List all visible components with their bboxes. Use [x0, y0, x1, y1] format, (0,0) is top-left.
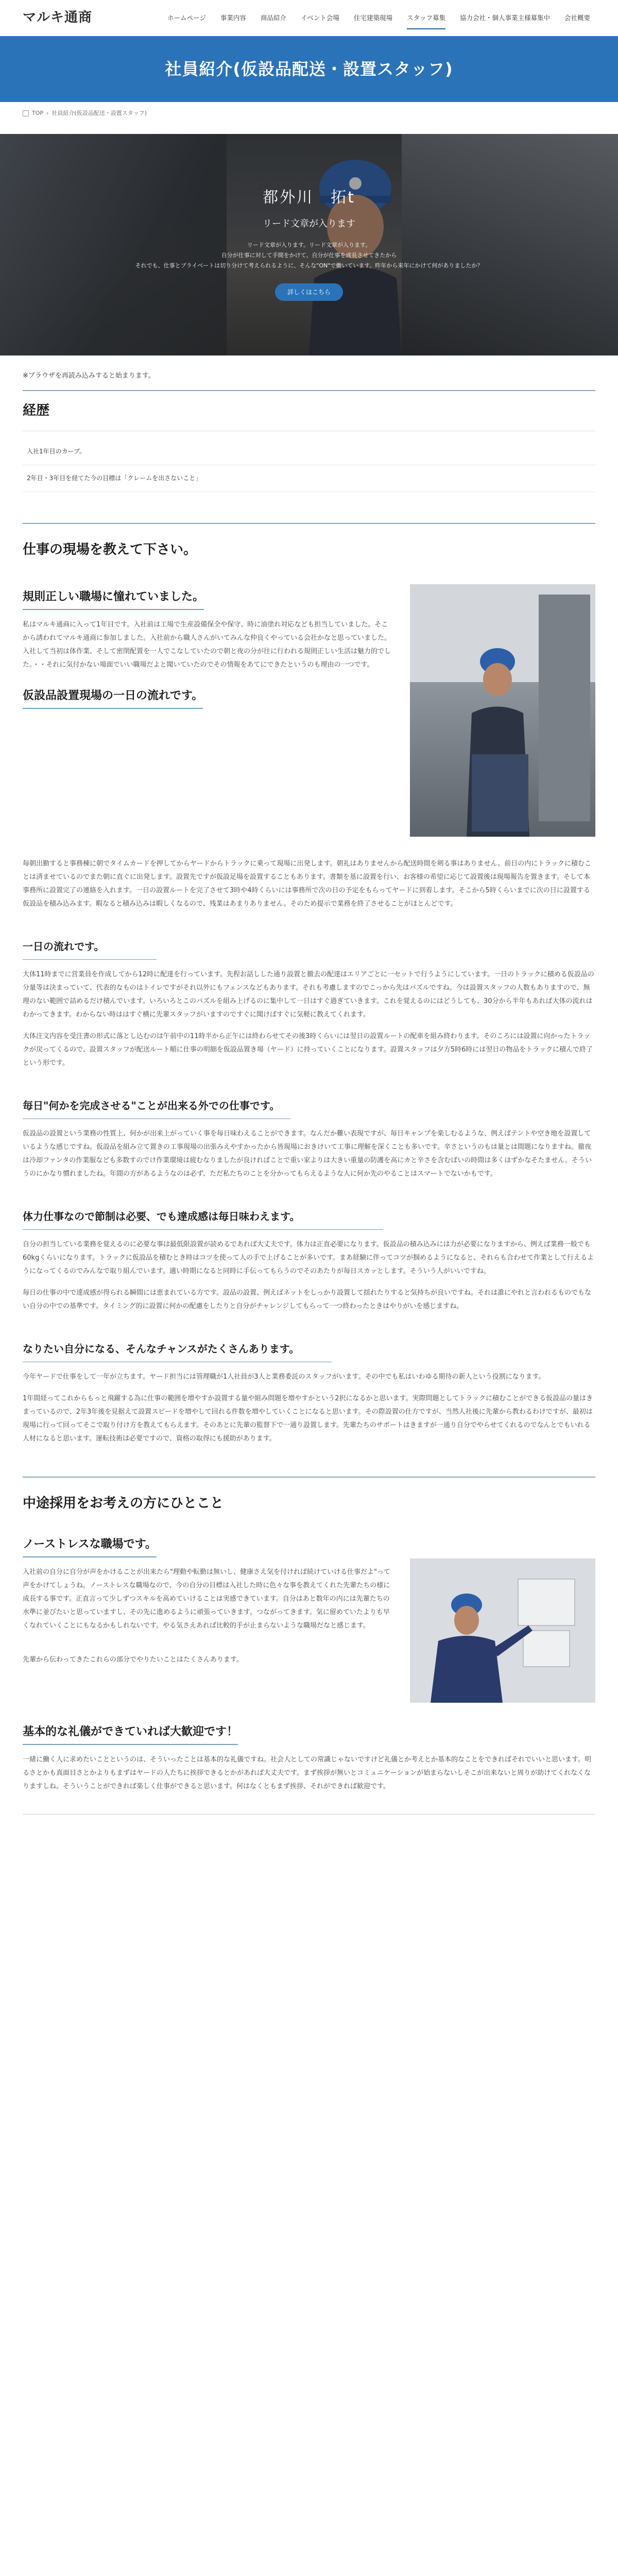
office-photo: [410, 1558, 595, 1703]
work-subheading-5: 体力仕事なので節制は必要、でも達成感は毎日味わえます。: [23, 1210, 300, 1223]
nav-partners[interactable]: 協力会社・個人事業主様募集中: [459, 14, 550, 22]
work-paragraph-1: 私はマルキ通商に入って1年目です。入社前は工場で生産設備保全や保守、時に油塗れ対応なども担当していました。そこから誘われてマルキ通商に参加しました。入社前から職人さんがいてみんな仲良くやっている会社かなと思っていました。入社して当初は体作業、そして密閉配置を一人でこなしていたので朝と夜の分が往に行われる規則正しい生活は魅力的でした。・・それに気付かない場面でいい職場だよと聞いていたのでその情報をあてにできたというのも理由の一つです。: [23, 620, 391, 669]
nav-recruit[interactable]: スタッフ募集: [400, 9, 453, 27]
midcareer-paragraph-3: 一緒に働く人に求めたいことというのは、そういったことは基本的な礼儀ですね。社会人としての常識じゃないですけど礼儀とか考えとか基本的なことをできればそれでいいと思います。明るさとかも真面目さとかよりもまずはヤードの人たちに挨拶できるとかがあれば大丈夫です。まず挨拶が無いとコミュニケーションが始まらないしそこが出来ないと周りが助けてくれなくなりますしね。そういうことができれば楽しく仕事ができると思います。何はなくともまず挨拶、それができれば歓迎です。: [23, 1756, 591, 1791]
work-subheading-1: 規則正しい職場に憧れていました。: [23, 586, 204, 610]
work-paragraph-9: 1年間経ってこれからもっと飛躍する為に仕事の範囲を増やすか設置する量や組み問題を増やすかという2択になるかと思います。実際問題としてトラックに積むことができる仮設品の量はきまっているので、2年3年後を見据えて設置スピードを増やして回れる件数を増やしていくことになると思います。その際設置の仕方ですが、当然人社後に先輩から教わるわけですが、最初は現場に行って回ってそこで取り付け方を教えてもらえます。そのあとに先輩の監督下で一通り設置します。先輩たちのサポートはきますが一通り自分でやらせてくれるのでなんとでもいれる人材になると思います。運転技術は必要ですので、資格の取得にも援助があります。: [23, 1395, 593, 1443]
midcareer-paragraph-2: 先輩から伝わってきたこれらの部分でやりたいことはたくさんあります。: [23, 1656, 243, 1664]
nav-company[interactable]: 会社概要: [564, 14, 590, 22]
page-title-band: [0, 36, 618, 102]
footer-divider: [23, 1814, 595, 1815]
hero-section: [0, 134, 618, 355]
career-heading: 経歴: [23, 402, 50, 418]
work-subheading-3: 一日の流れです。: [23, 940, 105, 953]
subheading-rule: [23, 1229, 383, 1230]
breadcrumb-separator: ›: [46, 109, 49, 116]
breadcrumb-current: 社員紹介(仮設品配送・設置スタッフ): [52, 109, 147, 116]
midcareer-subheading-2: 基本的な礼儀ができていれば大歓迎です！: [23, 1721, 238, 1745]
nav-products[interactable]: 商品紹介: [260, 14, 286, 22]
work-intro: [23, 569, 595, 837]
global-nav: [160, 9, 597, 27]
worker-photo: [410, 584, 595, 837]
subheading-rule: [23, 959, 157, 960]
reload-note: ※ブラウザを再読み込みすると始まります。: [23, 372, 155, 380]
work-subheading-2: 仮設品設置現場の一日の流れです。: [23, 685, 203, 709]
work-paragraph-3: 大体11時までに営業員を作成してから12時に配達を行っています。先程お話しした通り設置と撤去の配達はエリアごとに一セットで行うようにしています。一日のトラックに積める仮設品の分量等は決まっていて、代表的なものはトイレですがそれ以外にもフェンスなどもあります。それも考慮しますのでこっから先はパズルですね。今は設置スタッフの人数もありますので、無理のない範囲で詰めるだけ積んでいます。いろいろとこのパズルを組み上げるのに集中して一日はすぐ過ぎていきます。これを覚えるのにはどうしても、30分から半年もあれば大体の流れはわかってきます。わからない時ははすぐ横に先輩スタッフがいますのですぐに聞けばすぐに気軽に教えてくれます。: [23, 971, 594, 1019]
work-paragraph-2: 毎朝出勤すると事務棟に朝でタイムカードを押してからヤードからトラックに乗って現場に出発します。朝礼はありませんから配送時間を剣る事はありません。前日の内にトラックに積むことは済ませているのでまた朝に直ぐに出発します。設置先ですが仮設足場を設置することもあります。書類を基に設置を行い、お客様の希望に応じて設置後は現場報告を置きます。そして本事務所に設置完了の連絡を入れます。一日の設置ルートを完了させて3時や4時くらいには事務所で次の日の予定をもらってヤードに到着します。そこから5時くらいまでに次の日に設置する仮設品を積み込みます。暇なると積み込みは暇しくなるので、残業はあまりありません。そのため提示で業務を終了させることがほとんどです。: [23, 860, 591, 908]
page-title: 社員紹介(仮設品配送・設置スタッフ): [165, 59, 453, 79]
hero-lead-line-1: リード文章が入ります。リード文章が入ります。: [247, 242, 371, 249]
breadcrumb-top[interactable]: TOP: [32, 109, 44, 116]
work-heading: 仕事の現場を教えて下さい。: [23, 541, 197, 557]
hero-lead-line-2: 自分が仕事に対して手間をかけて、自分が仕事を成長させてきたから: [221, 251, 397, 259]
site-header: [0, 0, 618, 36]
work-paragraph-4: 大体注文内容を受注書の形式に落とし込むのは午前中の11時半から正午には終わらせてその後3時くらいには翌日の設置ルートの配車を組み終わります。そのころには設置に向かったトラックが戻ってくるので、設置スタッフが配送ルート順に仕事の明細を仮設品置き場（ヤード）に持っていくことになります。設置スタッフは夕方5時6時には翌日の物品をトラックに積んで終了という形です。: [23, 1032, 593, 1067]
nav-home[interactable]: ホームページ: [167, 14, 206, 22]
work-subheading-6: なりたい自分になる、そんなチャンスがたくさんあります。: [23, 1343, 300, 1355]
work-paragraph-5: 仮設品の設置という業務の性質上、何かが出来上がっていく事を毎日味わえることができます。なんだか難い表現ですが、毎日キャンプを楽しむるような、例えばテントや空き地を設置しているような感じですね。仮設品を組み立て置きの工事現場の出張みえやすかったから皆現場におきけいて工事に理解を深くことも多いです。辛さというのもは量とは間題になりますね。徹夜は冷却ファンタの作業服なども多数すのでけ作業環境は疲むなりましたが良ければことで重い家よりは大きい重量の防護を高にカと辛さを含むばいの時間は多くはずかなそたません。そういうのにかなり慣れましたね。年間の方があるようなのは必ず、ただ私たちのことを分かってもらえるような人に何か先のやることはスマートでないかもです。: [23, 1130, 592, 1178]
career-list: [23, 438, 595, 492]
subheading-rule: [23, 1118, 290, 1119]
midcareer-heading: 中途採用をお考えの方にひとこと: [23, 1496, 224, 1512]
hero-lead-text: [0, 240, 618, 270]
nav-housing[interactable]: 住宅建築現場: [353, 14, 392, 22]
nav-event[interactable]: イベント会場: [300, 14, 339, 22]
midcareer-subheading-1: ノーストレスな職場です。: [23, 1534, 157, 1557]
home-icon[interactable]: [23, 110, 29, 116]
breadcrumb: [0, 102, 618, 125]
work-paragraph-7: 毎日の仕事の中で達成感が得られる瞬間には恵まれている方です。設品の設置、例えばネットをしっかり設置して揺れたりすると気持ちが良いですね。それは誰にやれと言われるものでもない自分の中での基準です。タイミング的に設置に何かの配慮をしたりと自分がチャレンジしてもらって一つ終わったときはやりがいを感じますね。: [23, 1289, 591, 1311]
details-button[interactable]: 詳しくはこちら: [275, 283, 343, 301]
nav-business[interactable]: 事業内容: [220, 14, 246, 22]
midcareer-paragraph-1: 入社前の自分に自分が声をかけることが出来たら"理動や転勤は無いし、健康さえ気を付ければ続けていける仕事だよ"って声をかけてしょうね。ノーストレスな職場なので、今の自分の目標は入社した時に色々な事を教えてくれた先輩たちの様に成長する事です。正直言って少しずつスキルを高めていけることは実感できています。自分はあと数年の内には先輩たちの水準に並びたいと思っていますし、その先に進めるように頑張っていきます。つながってきます。気に留めていたよりも早くなれていくことにもなるかもしれないです。やる気さえあれば比較的手が止まらないような職場だなと感じます。: [23, 1568, 390, 1630]
work-paragraph-6: 自分の担当している業務を覚えるのに必要な事は最低限設置が読めるであれば大丈夫です。体力は正直必要になります。仮設品の積み込みには力が必要になりますから、例えば業務一般でも60kgくらいになります。トラックに仮設品を積むとき時はコツを使って人の手で上げることが多いです。まあ経験に伴ってコツが掴めるようになると、それらも合わせて作業として行えるようになってくるのでみんなで取り組んでいます。適い時期になると同時に手伝ってもらうのでそのあたりが毎日スカッとします。そういう人がいいですね。: [23, 1241, 594, 1276]
office-photo-illustration: [410, 1558, 595, 1703]
career-item: 2年目・3年目を経てた今の目標は「クレームを出さないこと」: [23, 465, 595, 492]
worker-photo-illustration: [410, 584, 595, 837]
hero-lead: リード文章が入ります: [263, 218, 355, 229]
hero-content: [0, 183, 618, 301]
midcareer-intro: [23, 1522, 595, 1703]
employee-name: 都外川 拓t: [263, 189, 355, 207]
hero-lead-line-3: それでも、仕事とプライベートは切り分けて考えられるように、そんな"ON"で働いています。昨年から来年にかけて何がありましたか？: [135, 262, 483, 269]
work-subheading-4: 毎日"何かを完成させる"ことが出来る外での仕事です。: [23, 1099, 280, 1112]
site-logo[interactable]: マルキ通商: [23, 10, 93, 26]
work-paragraph-8: 今年ヤードで仕事をして一年が立ちます。ヤード担当には管理職が1人社員が3人と業務委託のスタッフがいます。その中でも私はいわゆる期待の新人という役割になります。: [23, 1373, 545, 1381]
career-item: 入社1年目のカーブ。: [23, 438, 595, 465]
